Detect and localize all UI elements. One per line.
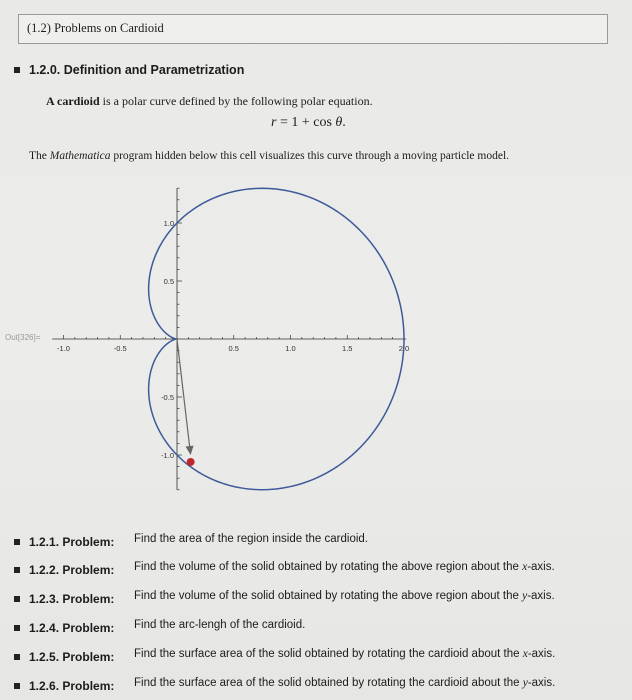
problem-text-main: Find the arc-lengh of the cardioid.	[134, 619, 306, 631]
velocity-arrow	[177, 339, 190, 446]
problem-text-main: Find the volume of the solid obtained by rotating the above region about the	[134, 590, 523, 602]
y-tick-label: 1.0	[163, 219, 174, 228]
y-tick-label: -0.5	[161, 393, 174, 402]
problem-bullet	[14, 625, 20, 631]
y-tick-label: -1.0	[161, 451, 174, 460]
moving-particle	[187, 458, 195, 466]
x-tick-label: 1.5	[342, 344, 353, 353]
problem-axis-variable: y	[522, 677, 528, 689]
x-tick-label: -0.5	[113, 344, 127, 353]
problem-bullet	[14, 567, 20, 573]
problem-bullet	[14, 596, 20, 602]
equation-end: .	[342, 115, 346, 130]
equation-theta: θ	[335, 115, 343, 130]
x-tick-label: 1.0	[285, 344, 296, 353]
x-tick-label: -1.0	[57, 344, 70, 353]
section-heading: 1.2.0. Definition and Parametrization	[29, 63, 245, 77]
output-label: Out[326]=	[5, 333, 41, 342]
problem-text-end: -axis.	[527, 590, 555, 602]
problem-number: 1.2.3. Problem:	[29, 592, 115, 606]
problem-bullet	[14, 683, 20, 689]
problem-text-main: Find the area of the region inside the cardioid.	[134, 533, 368, 545]
problem-number: 1.2.4. Problem:	[29, 621, 115, 635]
problem-text	[134, 677, 555, 689]
problem-text-main: Find the surface area of the solid obtained by rotating the cardioid about the	[134, 677, 523, 689]
problem-number: 1.2.6. Problem:	[29, 679, 115, 693]
arrow-head	[186, 446, 194, 455]
problem-bullet	[14, 539, 20, 545]
problem-text-main: Find the volume of the solid obtained by rotating the above region about the	[134, 561, 523, 573]
definition-rest: is a polar curve defined by the following polar equation.	[99, 94, 373, 108]
problem-text-end: -axis.	[527, 677, 556, 689]
problem-axis-variable: y	[522, 590, 528, 602]
problem-axis-variable: x	[522, 561, 528, 573]
problem-number: 1.2.2. Problem:	[29, 563, 115, 577]
problem-axis-variable: x	[522, 648, 528, 660]
problem-text-end: -axis.	[527, 561, 555, 573]
problem-text	[134, 648, 555, 660]
y-tick-label: 0.5	[163, 277, 174, 286]
program-rest: program hidden below this cell visualizes this curve through a moving particle model.	[110, 150, 510, 162]
problem-number: 1.2.5. Problem:	[29, 650, 115, 664]
problem-text-end: -axis.	[527, 648, 556, 660]
program-name: Mathematica	[49, 150, 111, 162]
equation-r: r	[271, 115, 277, 130]
problem-text	[134, 533, 368, 545]
x-tick-label: 2.0	[398, 344, 410, 353]
problem-text	[134, 619, 305, 631]
problem-bullet	[14, 654, 20, 660]
definition-term: A cardioid	[46, 94, 100, 108]
plot-axes	[52, 188, 406, 490]
problem-text	[134, 561, 555, 573]
x-tick-label: 0.5	[228, 344, 239, 353]
problem-text	[134, 590, 555, 602]
problem-number: 1.2.1. Problem:	[29, 535, 115, 549]
equation-rhs: = 1 + cos	[276, 115, 336, 130]
problem-text-main: Find the surface area of the solid obtained by rotating the cardioid about the	[134, 648, 523, 660]
cell-title: (1.2) Problems on Cardioid	[27, 21, 164, 35]
program-pre: The	[29, 150, 50, 162]
